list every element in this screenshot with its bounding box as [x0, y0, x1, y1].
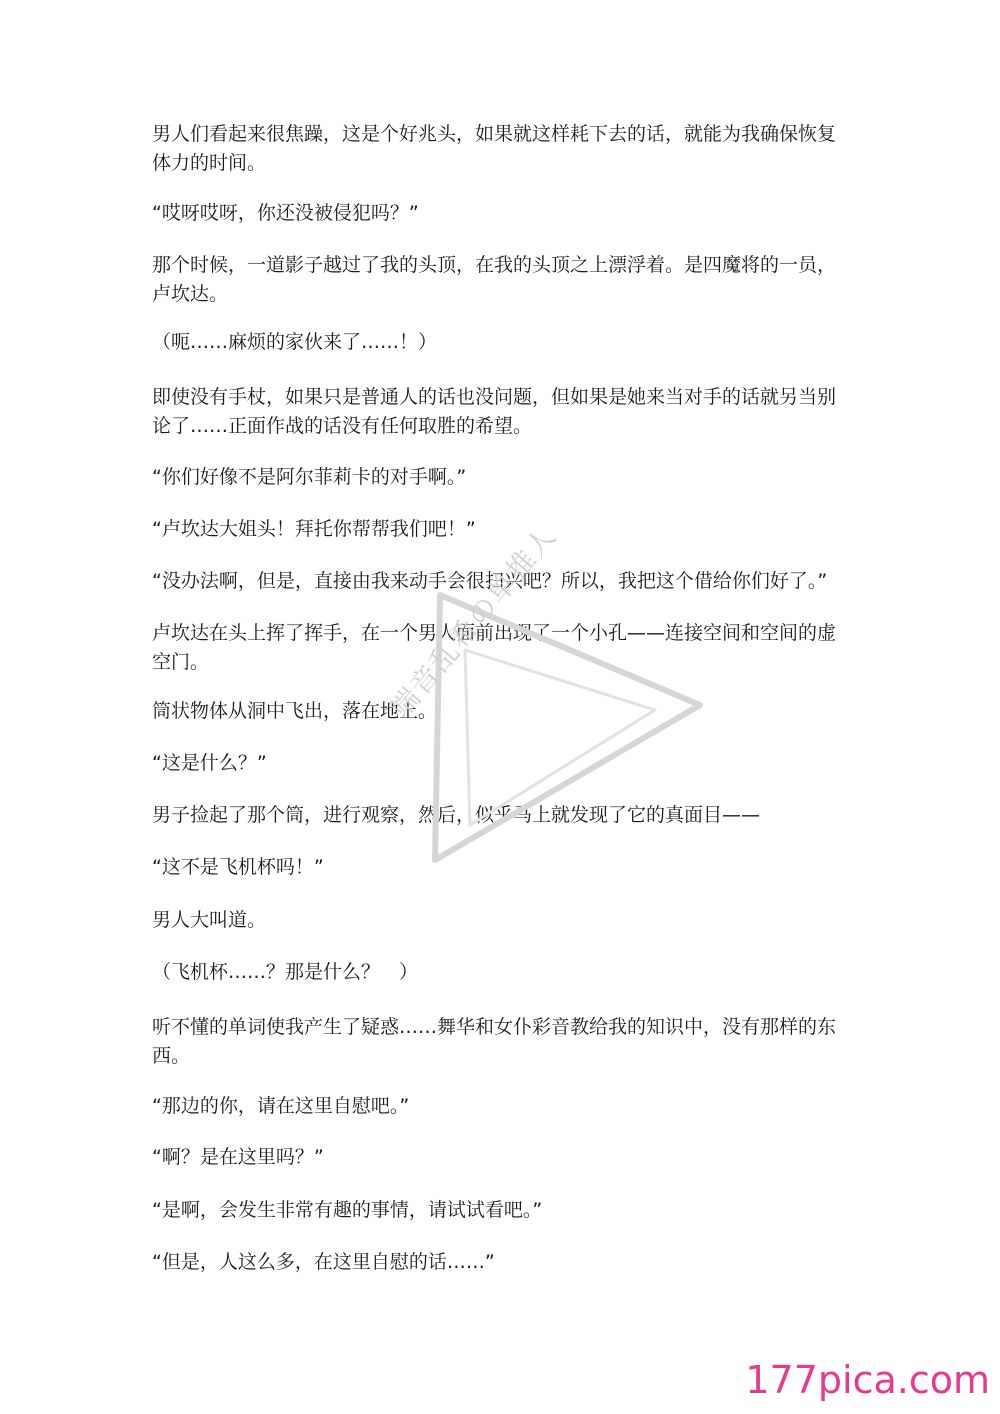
- paragraph: “这不是飞机杯吗！”: [152, 856, 324, 878]
- paragraph: “哎呀哎呀，你还没被侵犯吗？”: [152, 202, 419, 224]
- paragraph: “是啊，会发生非常有趣的事情，请试试看吧。”: [152, 1199, 543, 1221]
- watermark-text: 端音乱希の单推人: [383, 519, 564, 725]
- paragraph: “那边的你，请在这里自慰吧。”: [152, 1095, 410, 1117]
- paragraph: “这是什么？”: [152, 752, 267, 774]
- paragraph: 那个时候，一道影子越过了我的头顶，在我的头顶之上漂浮着。是四魔将的一员，卢坎达。: [152, 254, 837, 305]
- paragraph: （呃……麻烦的家伙来了……！）: [152, 331, 438, 353]
- paragraph: “但是，人这么多，在这里自慰的话……”: [152, 1251, 495, 1273]
- paragraph: “啊？是在这里吗？”: [152, 1146, 324, 1168]
- paragraph: 筒状物体从洞中飞出，落在地上。: [152, 700, 438, 722]
- paragraph: 男子捡起了那个筒，进行观察，然后，似乎马上就发现了它的真面目——: [152, 804, 761, 826]
- paragraph: 男人大叫道。: [152, 909, 267, 931]
- paragraph: 听不懂的单词使我产生了疑惑……舞华和女仆彩音教给我的知识中，没有那样的东西。: [152, 1016, 837, 1067]
- paragraph: 男人们看起来很焦躁，这是个好兆头，如果就这样耗下去的话，就能为我确保恢复体力的时间。: [152, 123, 837, 174]
- paragraph: “卢坎达大姐头！拜托你帮帮我们吧！”: [152, 518, 476, 540]
- paragraph: 卢坎达在头上挥了挥手，在一个男人面前出现了一个小孔——连接空间和空间的虚空门。: [152, 622, 837, 673]
- paragraph: “你们好像不是阿尔菲莉卡的对手啊。”: [152, 466, 467, 488]
- paragraph: 即使没有手杖，如果只是普通人的话也没问题，但如果是她来当对手的话就另当别论了……正面作战的话没有任何取胜的希望。: [152, 386, 837, 437]
- paragraph: “没办法啊，但是，直接由我来动手会很扫兴吧？所以，我把这个借给你们好了。”: [152, 570, 828, 592]
- paragraph: （飞机杯……？那是什么？ ）: [152, 961, 419, 983]
- site-logo: 177pica.com: [745, 1358, 990, 1402]
